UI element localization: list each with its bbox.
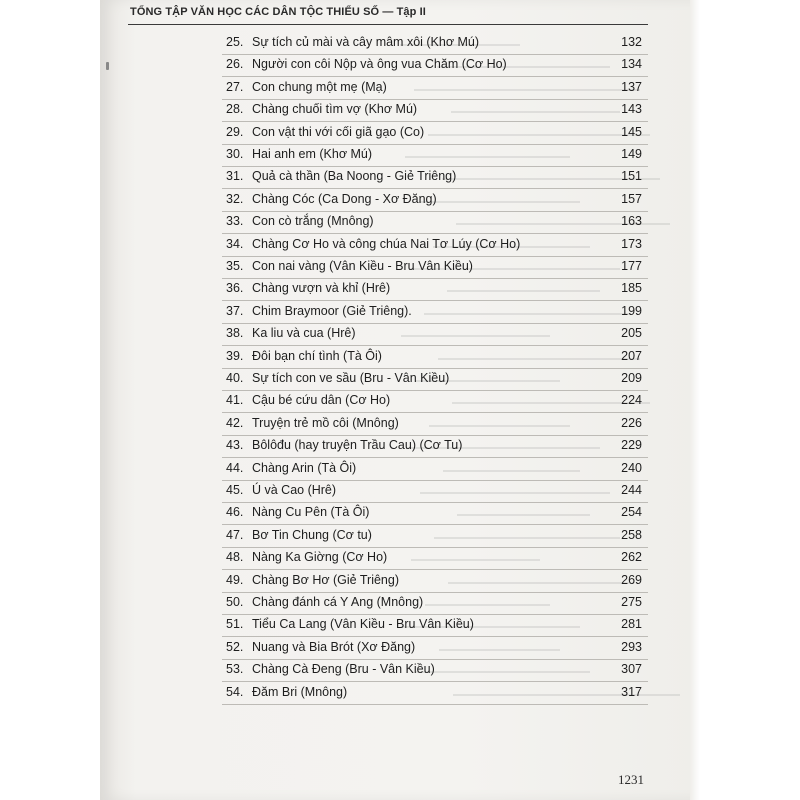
entry-page: 134 bbox=[621, 57, 642, 72]
entry-number: 42. bbox=[226, 415, 244, 430]
entry-number: 45. bbox=[226, 483, 244, 497]
entry-page: 157 bbox=[621, 191, 642, 206]
entry-page: 317 bbox=[621, 684, 642, 699]
entry-number: 41. bbox=[226, 393, 244, 408]
entry-title: Chàng Bơ Hơ (Giẻ Triêng) bbox=[252, 572, 400, 587]
entry-title: Nàng Cu Pên (Tà Ôi) bbox=[252, 505, 370, 520]
entry-title: Chàng đánh cá Y Ang (Mnông) bbox=[252, 595, 424, 609]
entry-number: 38. bbox=[226, 326, 244, 341]
entry-page: 205 bbox=[621, 326, 642, 341]
row-divider bbox=[222, 412, 648, 413]
entry-title: Chàng vượn và khỉ (Hrê) bbox=[252, 281, 391, 296]
entry-title: Con chung một mẹ (Mạ) bbox=[252, 79, 387, 94]
entry-page: 185 bbox=[621, 281, 642, 296]
entry-title: Ka liu và cua (Hrê) bbox=[252, 326, 356, 341]
row-divider bbox=[222, 345, 648, 346]
entry-title: Chàng Cóc (Ca Dong - Xơ Đăng) bbox=[252, 191, 437, 206]
row-divider bbox=[222, 547, 648, 548]
entry-title: Đôi bạn chí tình (Tà Ôi) bbox=[252, 348, 382, 363]
entry-page: 275 bbox=[621, 595, 642, 609]
entry-page: 293 bbox=[621, 639, 642, 654]
entry-title: Đăm Bri (Mnông) bbox=[252, 684, 348, 699]
entry-number: 32. bbox=[226, 191, 244, 206]
entry-title: Sự tích con ve sầu (Bru - Vân Kiều) bbox=[252, 371, 450, 385]
page-number: 1231 bbox=[618, 772, 644, 787]
row-divider bbox=[222, 76, 648, 77]
row-divider bbox=[222, 188, 648, 189]
entry-number: 26. bbox=[226, 57, 244, 72]
entry-number: 53. bbox=[226, 662, 244, 677]
entry-title: Sự tích củ mài và cây mâm xôi (Khơ Mú) bbox=[252, 35, 480, 49]
row-divider bbox=[222, 390, 648, 391]
entry-title: Chàng chuối tìm vợ (Khơ Mú) bbox=[252, 102, 418, 117]
entry-page: 244 bbox=[621, 483, 642, 497]
row-divider bbox=[222, 211, 648, 212]
entry-page: 132 bbox=[621, 35, 642, 49]
row-divider bbox=[222, 144, 648, 145]
row-divider bbox=[222, 636, 648, 637]
row-divider bbox=[222, 524, 648, 525]
entry-title: Con cò trắng (Mnông) bbox=[252, 214, 374, 229]
row-divider bbox=[222, 502, 648, 503]
entry-number: 47. bbox=[226, 527, 244, 542]
header-rule bbox=[128, 24, 648, 25]
entry-title: Nuang và Bia Brót (Xơ Đăng) bbox=[252, 639, 416, 654]
entry-page: 177 bbox=[621, 259, 642, 273]
row-divider bbox=[222, 54, 648, 55]
entry-title: Chàng Cơ Ho và công chúa Nai Tơ Lúy (Cơ Ho) bbox=[252, 236, 521, 251]
entry-number: 35. bbox=[226, 259, 244, 273]
entry-page: 163 bbox=[621, 214, 642, 229]
entry-number: 27. bbox=[226, 79, 244, 94]
entry-number: 44. bbox=[226, 460, 244, 475]
entry-title: Ú và Cao (Hrê) bbox=[252, 483, 337, 497]
row-divider bbox=[222, 300, 648, 301]
row-divider bbox=[222, 435, 648, 436]
entry-page: 258 bbox=[621, 527, 642, 542]
entry-number: 48. bbox=[226, 550, 244, 565]
row-divider bbox=[222, 614, 648, 615]
entry-page: 307 bbox=[621, 662, 642, 677]
entry-number: 28. bbox=[226, 102, 244, 117]
entry-page: 173 bbox=[621, 236, 642, 251]
entry-title: Bôlôđu (hay truyện Trầu Cau) (Cơ Tu) bbox=[252, 438, 463, 453]
entry-title: Chàng Arin (Tà Ôi) bbox=[252, 460, 357, 475]
entry-number: 33. bbox=[226, 214, 244, 229]
row-divider bbox=[222, 166, 648, 167]
row-divider bbox=[222, 121, 648, 122]
entry-page: 229 bbox=[621, 438, 642, 453]
entry-title: Nàng Ka Giờng (Cơ Ho) bbox=[252, 550, 388, 565]
row-divider bbox=[222, 457, 648, 458]
entry-number: 39. bbox=[226, 348, 244, 363]
entry-page: 281 bbox=[621, 617, 642, 632]
entry-number: 43. bbox=[226, 438, 244, 453]
entry-number: 30. bbox=[226, 147, 244, 161]
entry-number: 34. bbox=[226, 236, 244, 251]
entry-title: Truyện trẻ mồ côi (Mnông) bbox=[252, 415, 399, 430]
row-divider bbox=[222, 278, 648, 279]
entry-number: 52. bbox=[226, 639, 244, 654]
entry-page: 209 bbox=[621, 371, 642, 385]
row-divider bbox=[222, 681, 648, 682]
entry-number: 49. bbox=[226, 572, 244, 587]
row-divider bbox=[222, 323, 648, 324]
entry-title: Quả cà thần (Ba Noong - Giẻ Triêng) bbox=[252, 169, 457, 184]
entry-title: Bơ Tin Chung (Cơ tu) bbox=[252, 527, 372, 542]
entry-page: 199 bbox=[621, 303, 642, 318]
row-divider bbox=[222, 569, 648, 570]
entry-title: Con nai vàng (Vân Kiều - Bru Vân Kiều) bbox=[252, 259, 473, 273]
entry-page: 145 bbox=[621, 124, 642, 139]
entry-page: 269 bbox=[621, 572, 642, 587]
page-edge bbox=[690, 0, 700, 800]
entry-title: Tiểu Ca Lang (Vân Kiều - Bru Vân Kiều) bbox=[252, 617, 474, 632]
entry-page: 151 bbox=[621, 169, 642, 184]
row-divider bbox=[222, 99, 648, 100]
margin-mark bbox=[106, 62, 109, 70]
entry-page: 254 bbox=[621, 505, 642, 520]
entry-page: 149 bbox=[621, 147, 642, 161]
row-divider bbox=[222, 480, 648, 481]
entry-title: Chàng Cà Đeng (Bru - Vân Kiều) bbox=[252, 662, 435, 677]
row-divider bbox=[222, 704, 648, 705]
row-divider bbox=[222, 256, 648, 257]
running-header: TỔNG TẬP VĂN HỌC CÁC DÂN TỘC THIỂU SỐ — Tập II bbox=[130, 6, 426, 18]
entry-number: 54. bbox=[226, 684, 244, 699]
entry-number: 51. bbox=[226, 617, 244, 632]
entry-number: 37. bbox=[226, 303, 244, 318]
row-divider bbox=[222, 659, 648, 660]
entry-title: Con vật thi với cối giã gạo (Co) bbox=[252, 124, 425, 139]
entry-number: 46. bbox=[226, 505, 244, 520]
entry-number: 29. bbox=[226, 124, 244, 139]
entry-number: 36. bbox=[226, 281, 244, 296]
entry-number: 40. bbox=[226, 371, 244, 385]
entry-page: 143 bbox=[621, 102, 642, 117]
row-divider bbox=[222, 368, 648, 369]
entry-page: 262 bbox=[621, 550, 642, 565]
entry-title: Hai anh em (Khơ Mú) bbox=[252, 147, 373, 161]
entry-page: 224 bbox=[621, 393, 642, 408]
entry-number: 31. bbox=[226, 169, 244, 184]
entry-page: 207 bbox=[621, 348, 642, 363]
entry-number: 50. bbox=[226, 595, 244, 609]
entry-page: 240 bbox=[621, 460, 642, 475]
entry-title: Cậu bé cứu dân (Cơ Ho) bbox=[252, 393, 391, 408]
row-divider bbox=[222, 592, 648, 593]
row-divider bbox=[222, 233, 648, 234]
entry-title: Chim Braymoor (Giẻ Triêng). bbox=[252, 303, 412, 318]
entry-title: Người con côi Nộp và ông vua Chăm (Cơ Ho) bbox=[252, 57, 507, 72]
entry-page: 226 bbox=[621, 415, 642, 430]
entry-page: 137 bbox=[621, 79, 642, 94]
entry-number: 25. bbox=[226, 35, 244, 49]
